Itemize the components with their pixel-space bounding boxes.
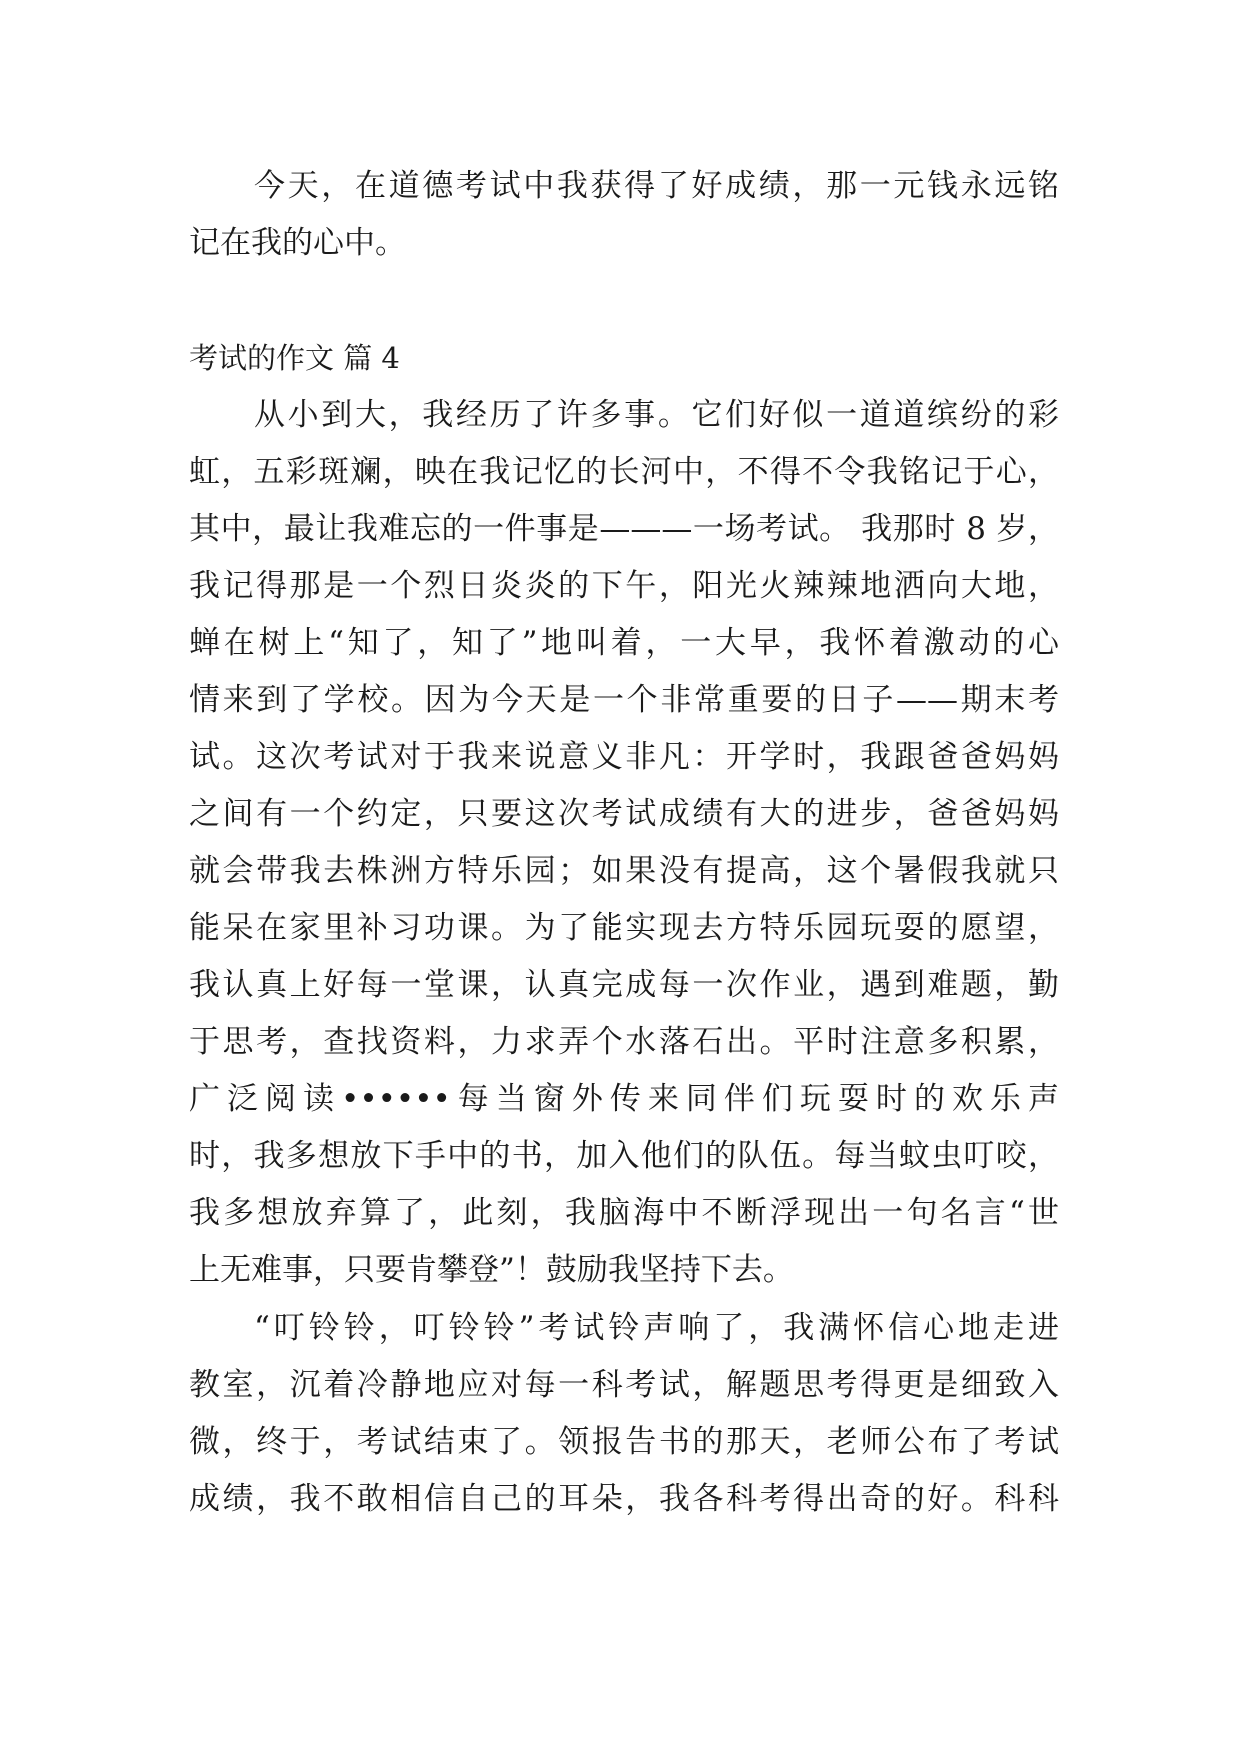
paragraph-2-line-10: 能呆在家里补习功课。为了能实现去方特乐园玩耍的愿望， [189,910,1059,946]
paragraph-2-line-12: 于思考，查找资料，力求弄个水落石出。平时注意多积累， [189,1024,1059,1060]
paragraph-3-line-3: 微，终于，考试结束了。领报告书的那天，老师公布了考试 [189,1424,1059,1460]
paragraph-2-line-15: 我多想放弃算了，此刻，我脑海中不断浮现出一句名言“世 [189,1195,1059,1231]
paragraph-1-line-1: 今天，在道德考试中我获得了好成绩，那一元钱永远铭 [254,168,1059,204]
paragraph-2-line-3: 其中，最让我难忘的一件事是———一场考试。 我那时 8 岁， [189,511,1059,547]
paragraph-3-line-1: “叮铃铃，叮铃铃”考试铃声响了，我满怀信心地走进 [254,1310,1059,1346]
section-heading: 考试的作文 篇 4 [189,341,400,375]
paragraph-2-line-9: 就会带我去株洲方特乐园；如果没有提高，这个暑假我就只 [189,853,1059,889]
paragraph-2-line-8: 之间有一个约定，只要这次考试成绩有大的进步，爸爸妈妈 [189,796,1059,832]
paragraph-2-line-14: 时，我多想放下手中的书，加入他们的队伍。每当蚊虫叮咬， [189,1138,1059,1174]
paragraph-2-line-4: 我记得那是一个烈日炎炎的下午，阳光火辣辣地洒向大地， [189,568,1059,604]
paragraph-1-line-2: 记在我的心中。 [189,225,406,261]
paragraph-2-line-6: 情来到了学校。因为今天是一个非常重要的日子——期末考 [189,682,1059,718]
paragraph-2-line-2: 虹，五彩斑斓，映在我记忆的长河中，不得不令我铭记于心， [189,454,1059,490]
paragraph-2-line-5: 蝉在树上“知了，知了”地叫着，一大早，我怀着激动的心 [189,625,1059,661]
paragraph-2-line-16: 上无难事，只要肯攀登”！鼓励我坚持下去。 [189,1252,794,1288]
paragraph-2-line-13: 广泛阅读••••••每当窗外传来同伴们玩耍时的欢乐声 [189,1081,1059,1117]
paragraph-2-line-7: 试。这次考试对于我来说意义非凡：开学时，我跟爸爸妈妈 [189,739,1059,775]
paragraph-2-line-1: 从小到大，我经历了许多事。它们好似一道道缤纷的彩 [254,397,1059,433]
paragraph-3-line-2: 教室，沉着冷静地应对每一科考试，解题思考得更是细致入 [189,1367,1059,1403]
paragraph-3-line-4: 成绩，我不敢相信自己的耳朵，我各科考得出奇的好。科科 [189,1481,1059,1517]
paragraph-2-line-11: 我认真上好每一堂课，认真完成每一次作业，遇到难题，勤 [189,967,1059,1003]
